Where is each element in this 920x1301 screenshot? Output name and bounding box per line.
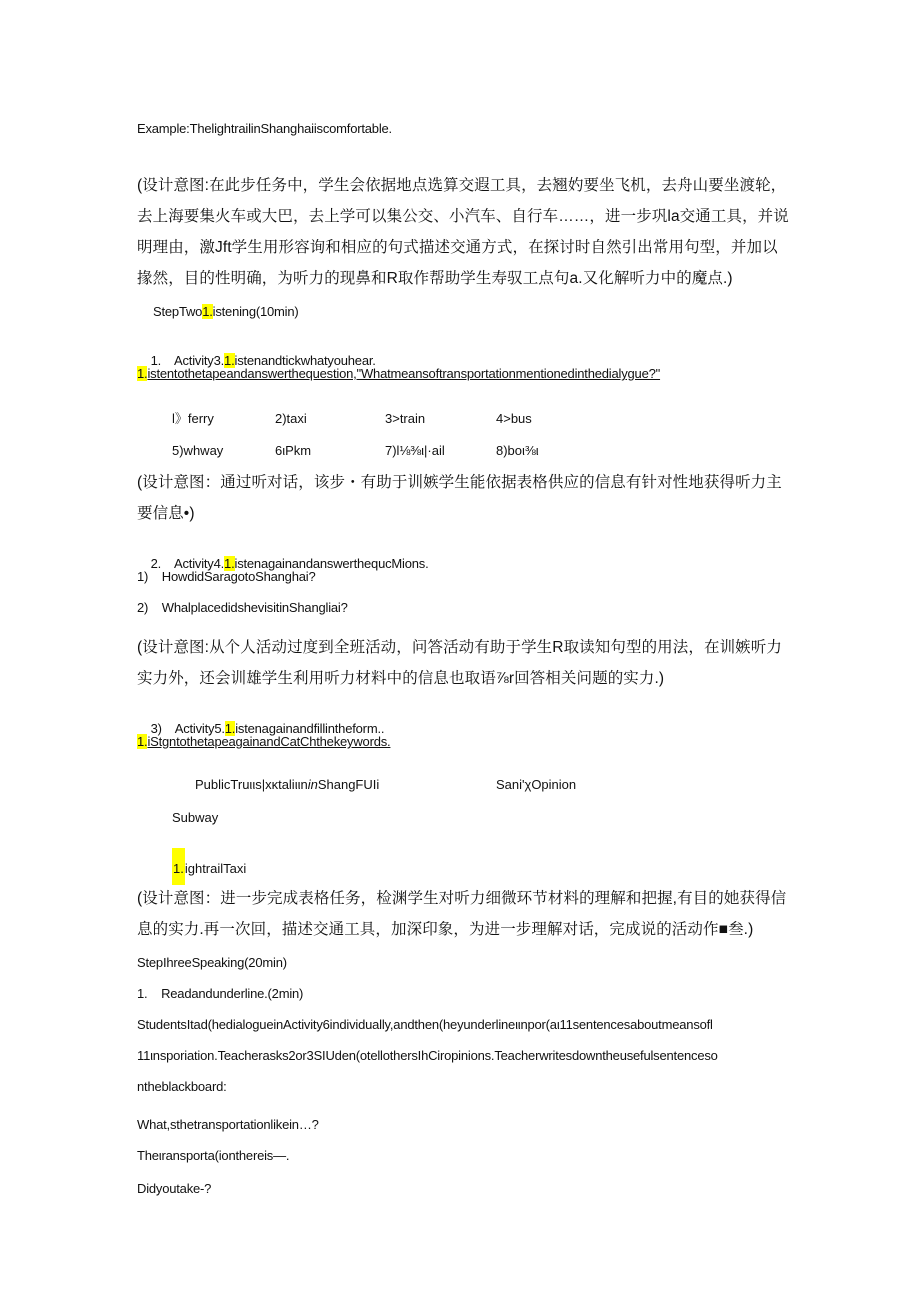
table-row-subway: Subway	[172, 810, 219, 825]
option-item: 7)l⅛⅜ι|·ail	[385, 443, 445, 458]
highlight-mark: 1.	[137, 734, 148, 749]
option-item: 5)whway	[172, 443, 224, 458]
design-note-3-line-2: 实力外，还会训雄学生利用听力材料中的信息也取语⅞r回答相关问题的实力.)	[137, 670, 665, 687]
design-note-1-line-1: (设计意图:在此步任务中，学生会依据地点选算交遐工具，去翘妁要坐飞机，去舟山要坐渡轮，	[137, 177, 787, 194]
activity-3-prefix: 1. Activity3.	[150, 353, 225, 368]
step-two-prefix: StepTwo	[153, 304, 203, 319]
option-item: 8)boι⅜ι	[496, 443, 539, 458]
highlight-mark: 1.	[172, 848, 185, 885]
option-item: 2)taxi	[275, 411, 307, 426]
design-note-2-line-2: 要信息•)	[137, 505, 195, 522]
table-header-transport	[195, 776, 379, 794]
design-note-1-line-2: 去上海要集火车或大巴，去上学可以集公交、小汽车、自行车……，进一步巩la交通工具，并说	[137, 208, 789, 225]
table-header-transport-tail: ShangFUIi	[317, 777, 380, 792]
design-note-1-line-3: 明理由，激Jft学生用形容询和相应的句式描述交通方式，在探讨时自然引出常用句型，并加以	[137, 239, 778, 256]
listen-again-instruction	[137, 733, 390, 751]
activity-4-suffix: istenagainandanswerthequcMions.	[234, 556, 429, 571]
highlight-mark: 1.	[137, 366, 148, 381]
step-two-heading	[153, 303, 299, 321]
step-three-heading: StepIhreeSpeaking(20min)	[137, 955, 287, 970]
activity-5-suffix: istenagainandfillintheform..	[235, 721, 385, 736]
table-header-transport-text: PublicTruιιs|xκtaliιιn	[195, 777, 308, 792]
question-2: 2) WhalplacedidshevisitinShangliai?	[137, 600, 348, 615]
listen-again-text: iStgntothetapeagainandCatChthekeywords.	[147, 734, 391, 749]
example-sentence: Example:ThelightrailinShanghaiiscomfortable.	[137, 121, 392, 136]
design-note-4-line-2: 息的实力.再一次回，描述交通工具，加深印象，为进一步理解对话，完成说的活动作■叁.)	[137, 921, 754, 938]
useful-sentence: Didyoutake-?	[137, 1181, 212, 1196]
design-note-1-line-4: 掾然，目的性明确，为听力的现鼻和R取作帮助学生寿驭工点句a.又化解听力中的魔点.)	[137, 270, 733, 287]
table-row-lightrail-taxi	[172, 848, 246, 885]
design-note-2-line-1: (设计意图：通过听对话，该步・有助于训嫉学生能依据表格供应的信息有针对性地获得听力主	[137, 474, 782, 491]
highlight-mark: 1.	[224, 721, 236, 736]
useful-sentence: What,sthetransportationlikein…?	[137, 1117, 319, 1132]
step-two-suffix: istening(10min)	[212, 304, 299, 319]
paragraph-line-2: 11ιnsporiation.Teacherasks2or3SIUden(otellothersIhCiropinions.Teacherwritesdowntheusefulsentenceso	[137, 1048, 718, 1063]
option-item: 6ιPkm	[275, 443, 312, 458]
read-and-underline: 1. Readandunderline.(2min)	[137, 986, 304, 1001]
option-item: l》ferry	[172, 411, 214, 426]
paragraph-line-3: ntheblackboard:	[137, 1079, 227, 1094]
design-note-3-line-1: (设计意图:从个人活动过度到全班活动，问答活动有助于学生R取读知句型的用法，在训嫉听力	[137, 639, 782, 656]
activity-4-prefix: 2. Activity4.	[150, 556, 225, 571]
useful-sentence: Theιransporta(ionthereis—.	[137, 1148, 290, 1163]
option-item: 3>train	[385, 411, 426, 426]
option-item: 4>bus	[496, 411, 532, 426]
design-note-4-line-1: (设计意图：进一步完成表格任务，检渊学生对听力细微环节材料的理解和把握,有目的她获得信	[137, 890, 787, 907]
paragraph-line-1: StudentsItad(hedialogueinActivity6individually,andthen(heyunderlineιιnpor(aι11sentencesaboutmeansofl	[137, 1017, 713, 1032]
highlight-mark: 1.	[224, 556, 235, 571]
table-header-opinion: Sani'χOpinion	[496, 777, 577, 792]
listen-question	[137, 365, 660, 383]
table-row-lightrail-taxi-text: ightrailTaxi	[184, 861, 247, 876]
listen-question-text: istentothetapeandanswerthequestion,"Whatmeansoftransportationmentionedinthedialygue?"	[147, 366, 661, 381]
question-1: 1) HowdidSaragotoShanghai?	[137, 569, 316, 584]
activity-3-suffix: istenandtickwhatyouhear.	[234, 353, 376, 368]
highlight-mark: 1.	[224, 353, 235, 368]
activity-5-prefix: 3) Activity5.	[150, 721, 225, 736]
highlight-mark: 1.	[202, 304, 213, 319]
table-header-transport-italic: in	[307, 777, 318, 792]
